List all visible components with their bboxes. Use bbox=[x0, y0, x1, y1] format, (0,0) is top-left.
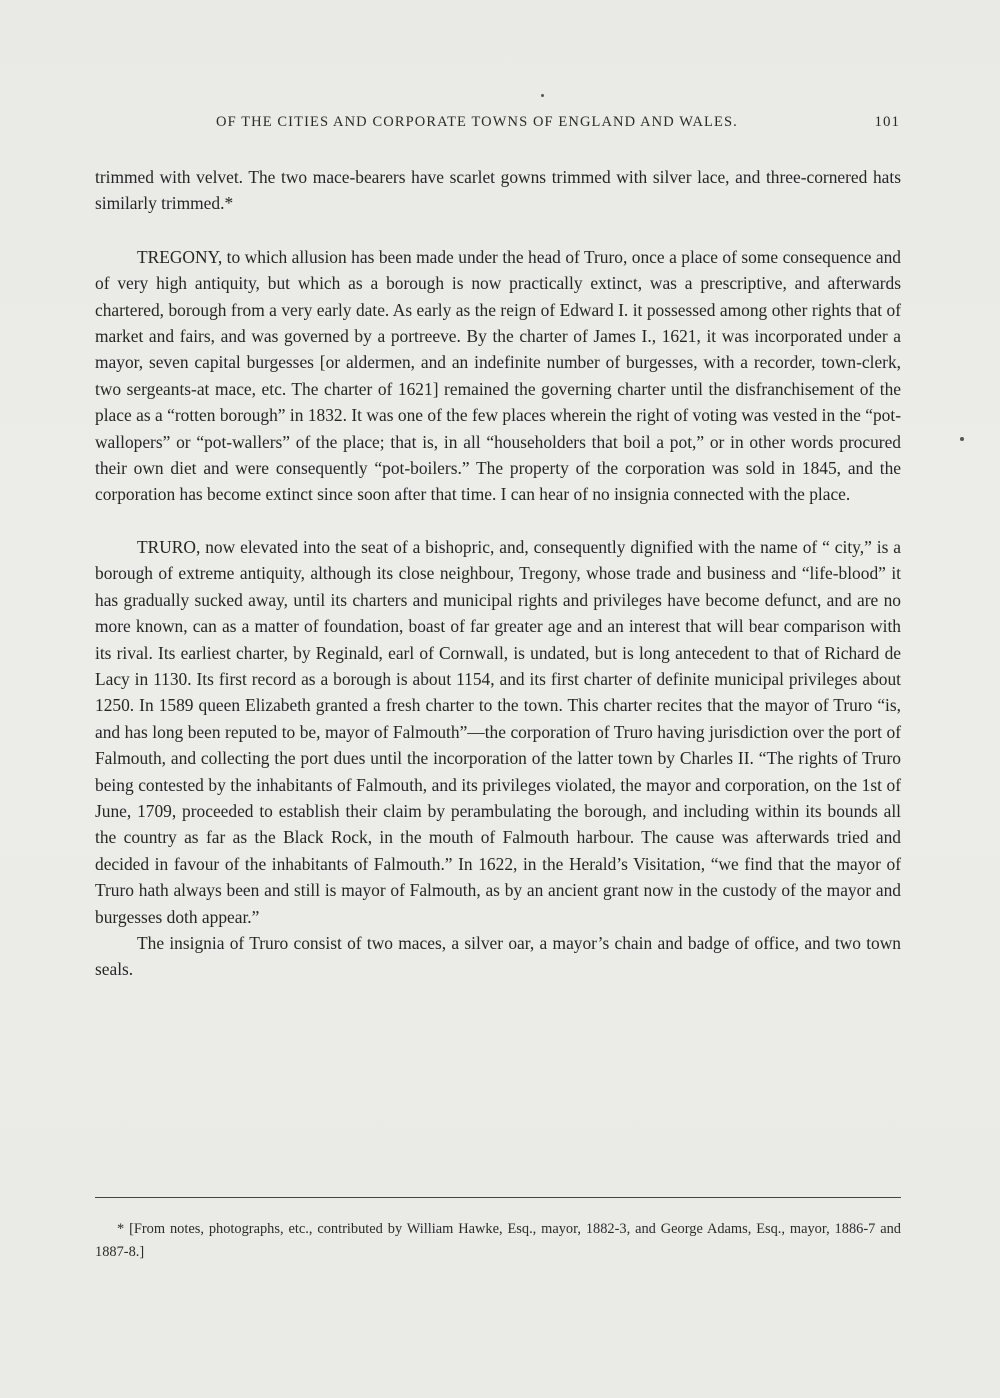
paragraph-tregony: TREGONY, to which allusion has been made under the head of Truro, once a place of some consequence and of very high antiquity, but which as a borough is now practically extinct, was a prescriptive, and afterwards chartered, borough from a very early date. As early as the reign of Edward I. it possessed among other rights that of market and fairs, and was governed by a portreeve. By the charter of James I., 1621, it was incorporated under a mayor, seven capital burgesses [or aldermen, and an indefinite number of burgesses, with a recorder, town-clerk, two sergeants-at mace, etc. The charter of 1621] remained the governing charter until the disfranchisement of the place as a “rotten borough” in 1832. It was one of the few places wherein the right of voting was vested in the “pot-wallopers” or “pot-wallers” of the place; that is, in all “householders that boil a pot,” or in other words procured their own diet and were consequently “pot-boilers.” The property of the corporation was sold in 1845, and the corporation has become extinct since soon after that time. I can hear of no insignia connected with the place. bbox=[95, 246, 901, 505]
paragraph-continuation: trimmed with velvet. The two mace-bearers have scarlet gowns trimmed with silver lace, and three-cornered hats similarly trimmed.* bbox=[95, 167, 901, 214]
paragraph-insignia: The insignia of Truro consist of two maces, a silver oar, a mayor’s chain and badge of office, and two town seals. bbox=[95, 932, 901, 980]
page-number: 101 bbox=[874, 114, 900, 130]
page-header bbox=[96, 114, 900, 136]
print-speck bbox=[541, 94, 544, 97]
paragraph-truro: TRURO, now elevated into the seat of a bishopric, and, consequently dignified with the name of “ city,” is a borough of extreme antiquity, although its close neighbour, Tregony, whose trade and business and “life-blood” it has gradually sucked away, until its charters and municipal rights and privileges have become defunct, and are no more known, can as a matter of foundation, boast of far greater age and an interest that will bear comparison with its rival. Its earliest charter, by Reginald, earl of Cornwall, is undated, but is long antecedent to that of Richard de Lacy in 1130. Its first record as a borough is about 1154, and its first charter of definite municipal privileges about 1250. In 1589 queen Elizabeth granted a fresh charter to the town. This charter recites that the mayor of Truro “is, and has long been reputed to be, mayor of Falmouth”—the corporation of Truro having jurisdiction over the port of Falmouth, and collecting the port dues until the incorporation of the latter town by Charles II. “The rights of Truro being contested by the inhabitants of Falmouth, and its privileges violated, the mayor and corporation, on the 1st of June, 1709, proceeded to establish their claim by perambulating the borough, and including within its bounds all the country as far as the Black Rock, in the mouth of Falmouth harbour. The cause was afterwards tried and decided in favour of the inhabitants of Falmouth.” In 1622, in the Herald’s Visitation, “we find that the mayor of Truro hath always been and still is mayor of Falmouth, as by an ancient grant now in the custody of the mayor and burgesses doth appear.” bbox=[95, 536, 901, 927]
body-text bbox=[95, 164, 901, 983]
print-speck bbox=[960, 437, 964, 441]
footnote-divider bbox=[95, 1197, 901, 1198]
running-title: OF THE CITIES AND CORPORATE TOWNS OF ENGLAND AND WALES. bbox=[216, 114, 738, 130]
footnote: * [From notes, photographs, etc., contributed by William Hawke, Esq., mayor, 1882-3, and George Adams, Esq., mayor, 1886-7 and 1887-8.] bbox=[95, 1221, 901, 1260]
